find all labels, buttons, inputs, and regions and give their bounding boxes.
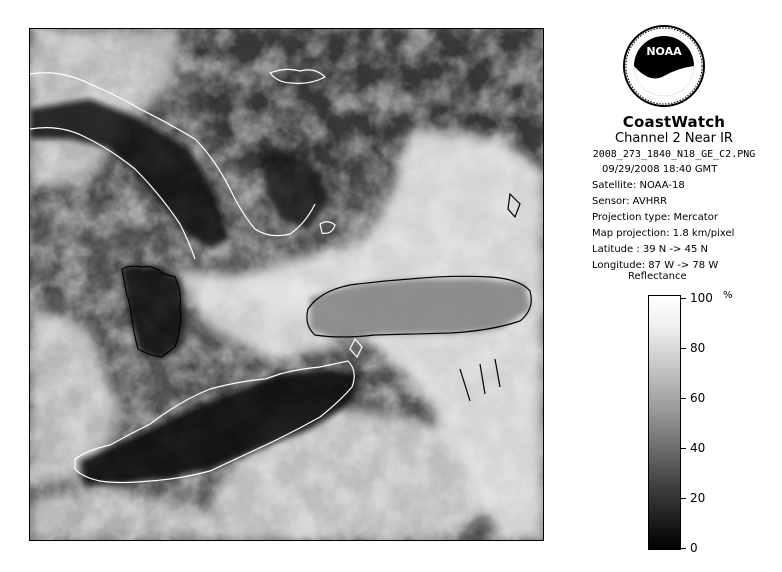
colorbar-label: 100 xyxy=(690,291,713,305)
brand-title: CoastWatch xyxy=(622,113,726,131)
colorbar-label: 80 xyxy=(690,341,706,355)
colorbar-label: 0 xyxy=(690,541,698,555)
reflectance-colorbar xyxy=(648,295,681,550)
colorbar-label: 40 xyxy=(690,441,706,455)
satellite-image-map xyxy=(29,28,544,541)
colorbar-title: Reflectance xyxy=(628,271,687,282)
projection-type-label: Projection type: Mercator xyxy=(592,212,718,223)
colorbar-label: 60 xyxy=(690,391,706,405)
colorbar-tick xyxy=(680,498,686,499)
colorbar-tick xyxy=(680,298,686,299)
logo-text: NOAA xyxy=(646,45,682,58)
map-projection-label: Map projection: 1.8 km/pixel xyxy=(592,228,735,239)
colorbar-tick xyxy=(680,548,686,549)
sensor-label: Sensor: AVHRR xyxy=(592,196,668,207)
satellite-label: Satellite: NOAA-18 xyxy=(592,180,685,191)
satellite-image xyxy=(30,29,543,540)
colorbar-tick xyxy=(680,398,686,399)
colorbar-unit: % xyxy=(723,290,733,301)
latitude-label: Latitude : 39 N -> 45 N xyxy=(592,244,708,255)
colorbar-tick xyxy=(680,348,686,349)
noaa-logo-icon xyxy=(622,24,706,108)
filename-label: 2008_273_1840_N18_GE_C2.PNG xyxy=(592,149,756,160)
date-time-label: 09/29/2008 18:40 GMT xyxy=(602,164,718,175)
longitude-label: Longitude: 87 W -> 78 W xyxy=(592,260,719,271)
channel-subtitle: Channel 2 Near IR xyxy=(615,131,733,146)
colorbar-tick xyxy=(680,448,686,449)
colorbar-label: 20 xyxy=(690,491,706,505)
